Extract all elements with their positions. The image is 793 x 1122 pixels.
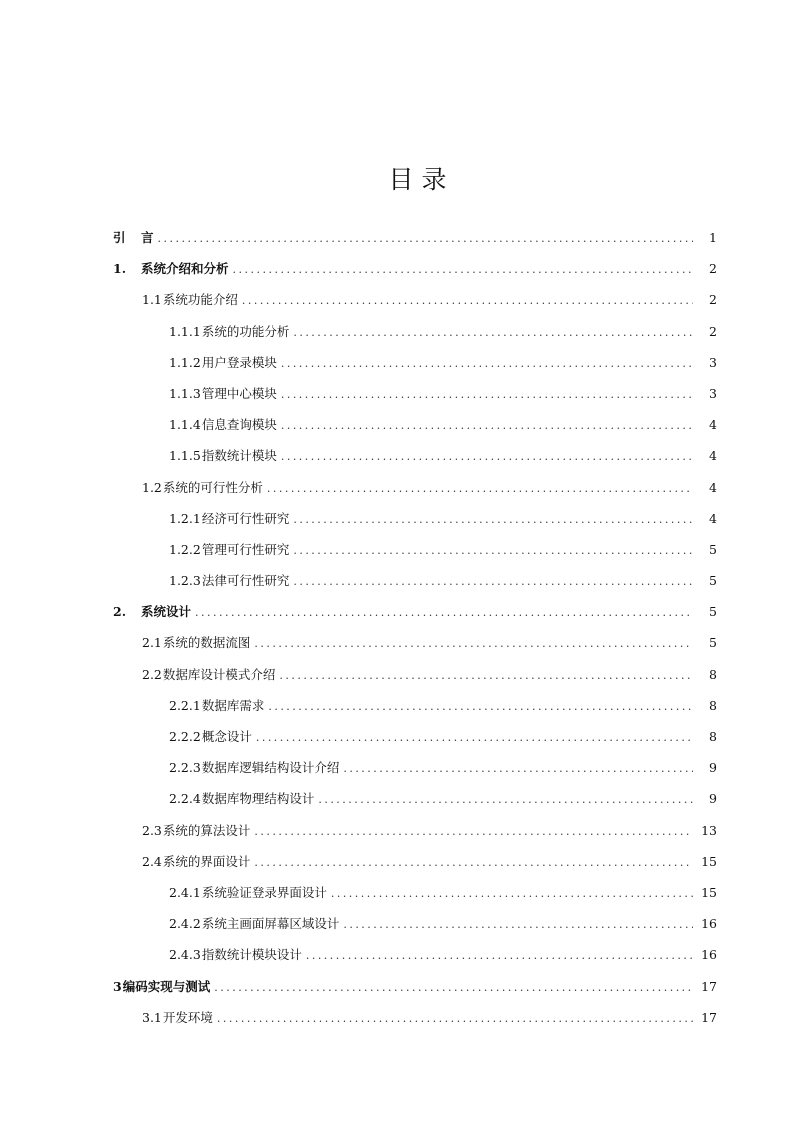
toc-entry-page-number: 2 bbox=[709, 323, 717, 339]
toc-entry-title: 指数统计模块 bbox=[201, 448, 277, 464]
toc-list bbox=[0, 222, 793, 1033]
toc-entry[interactable] bbox=[0, 846, 793, 877]
toc-entry-number: 3.1 bbox=[142, 1009, 162, 1025]
toc-entry-title: 系统验证登录界面设计 bbox=[201, 884, 327, 900]
toc-entry-page-number: 4 bbox=[709, 510, 717, 526]
dot-leader bbox=[343, 753, 693, 784]
toc-entry[interactable] bbox=[0, 939, 793, 970]
toc-entry-number: 1.1.5 bbox=[169, 448, 201, 464]
toc-entry[interactable] bbox=[0, 783, 793, 814]
dot-leader bbox=[293, 566, 693, 597]
toc-entry-number: 引 bbox=[113, 230, 126, 245]
dot-leader bbox=[217, 1003, 693, 1034]
toc-entry[interactable] bbox=[0, 378, 793, 409]
toc-entry-page-number: 16 bbox=[701, 916, 717, 932]
toc-entry-page-number: 5 bbox=[709, 541, 717, 557]
toc-entry-number: 1.2.2 bbox=[169, 541, 201, 557]
toc-entry-number: 2.2.2 bbox=[169, 729, 201, 744]
toc-entry-number: 2.4 bbox=[142, 853, 162, 869]
toc-entry-number: 1.2.1 bbox=[169, 510, 201, 526]
toc-entry-number: 2.2.3 bbox=[169, 760, 201, 776]
toc-entry-number: 1.1.1 bbox=[169, 323, 201, 339]
dot-leader bbox=[195, 597, 693, 628]
dot-leader bbox=[233, 254, 693, 285]
toc-entry-number: 1.1 bbox=[142, 292, 162, 308]
toc-entry-number: 1.1.4 bbox=[169, 417, 201, 433]
toc-entry-title: 系统的可行性分析 bbox=[162, 479, 263, 495]
toc-entry[interactable] bbox=[0, 316, 793, 347]
toc-entry[interactable] bbox=[0, 347, 793, 378]
toc-entry-page-number: 9 bbox=[709, 791, 717, 807]
dot-leader bbox=[331, 878, 693, 909]
dot-leader bbox=[256, 722, 693, 753]
toc-entry-page-number: 16 bbox=[701, 947, 717, 963]
toc-entry-page-number: 17 bbox=[701, 978, 717, 994]
toc-entry[interactable] bbox=[0, 565, 793, 596]
toc-entry-title: 系统主画面屏幕区域设计 bbox=[201, 916, 340, 932]
toc-entry-number: 1.2 bbox=[142, 479, 162, 495]
dot-leader bbox=[267, 473, 693, 504]
toc-entry-page-number: 8 bbox=[709, 666, 717, 682]
toc-entry-title: 数据库设计模式介绍 bbox=[162, 666, 276, 682]
dot-leader bbox=[293, 535, 693, 566]
toc-entry-page-number: 5 bbox=[709, 573, 717, 589]
toc-entry-title: 指数统计模块设计 bbox=[201, 947, 302, 963]
dot-leader bbox=[306, 940, 693, 971]
toc-entry-number: 2. bbox=[113, 604, 127, 620]
toc-entry-page-number: 5 bbox=[709, 635, 717, 651]
dot-leader bbox=[158, 223, 693, 254]
dot-leader bbox=[318, 784, 693, 815]
toc-entry-title: 系统设计 bbox=[141, 604, 192, 620]
toc-entry-title: 法律可行性研究 bbox=[201, 573, 290, 589]
toc-entry[interactable] bbox=[0, 596, 793, 627]
dot-leader bbox=[254, 847, 693, 878]
toc-entry-page-number: 4 bbox=[709, 417, 717, 433]
toc-entry-number: 3 bbox=[113, 978, 122, 994]
dot-leader bbox=[254, 628, 693, 659]
toc-entry-title: 系统的数据流图 bbox=[162, 635, 251, 651]
toc-entry-title: 系统的算法设计 bbox=[162, 822, 251, 838]
toc-entry-title: 编码实现与测试 bbox=[122, 978, 211, 994]
dot-leader bbox=[214, 972, 693, 1003]
toc-entry-title: 管理中心模块 bbox=[201, 385, 277, 401]
toc-entry-page-number: 9 bbox=[709, 760, 717, 776]
toc-entry-title: 系统功能介绍 bbox=[162, 292, 238, 308]
toc-entry-page-number: 8 bbox=[709, 729, 717, 744]
dot-leader bbox=[254, 816, 693, 847]
toc-entry-number: 1.1.3 bbox=[169, 385, 201, 401]
toc-entry-title: 数据库逻辑结构设计介绍 bbox=[201, 760, 340, 776]
toc-entry[interactable] bbox=[0, 503, 793, 534]
toc-entry-title: 用户登录模块 bbox=[201, 354, 277, 370]
toc-entry-number: 1. bbox=[113, 261, 127, 277]
dot-leader bbox=[343, 909, 693, 940]
toc-entry-title: 言 bbox=[141, 230, 154, 245]
toc-entry[interactable] bbox=[0, 1002, 793, 1033]
dot-leader bbox=[281, 379, 693, 410]
dot-leader bbox=[281, 348, 693, 379]
toc-entry-page-number: 1 bbox=[709, 230, 717, 245]
toc-entry-number: 2.1 bbox=[142, 635, 162, 651]
toc-entry-title: 系统的界面设计 bbox=[162, 853, 251, 869]
toc-entry-number: 2.4.1 bbox=[169, 884, 201, 900]
toc-entry-title: 开发环境 bbox=[162, 1009, 213, 1025]
toc-title: 目 录 bbox=[388, 165, 447, 194]
toc-entry-page-number: 15 bbox=[701, 853, 717, 869]
dot-leader bbox=[293, 317, 693, 348]
toc-entry[interactable] bbox=[0, 253, 793, 284]
toc-entry[interactable] bbox=[0, 877, 793, 908]
toc-entry-page-number: 15 bbox=[701, 884, 717, 900]
dot-leader bbox=[281, 441, 693, 472]
dot-leader bbox=[293, 504, 693, 535]
toc-entry-number: 2.2 bbox=[142, 666, 162, 682]
toc-entry-title: 数据库需求 bbox=[201, 697, 265, 713]
toc-entry[interactable] bbox=[0, 659, 793, 690]
toc-entry[interactable] bbox=[0, 409, 793, 440]
toc-entry[interactable] bbox=[0, 534, 793, 565]
dot-leader bbox=[281, 410, 693, 441]
toc-entry-title: 经济可行性研究 bbox=[201, 510, 290, 526]
toc-entry[interactable] bbox=[0, 908, 793, 939]
toc-entry[interactable] bbox=[0, 971, 793, 1002]
toc-entry[interactable] bbox=[0, 440, 793, 471]
toc-entry-page-number: 4 bbox=[709, 448, 717, 464]
toc-entry-page-number: 2 bbox=[709, 292, 717, 308]
toc-entry[interactable] bbox=[0, 815, 793, 846]
toc-entry-number: 2.4.2 bbox=[169, 916, 201, 932]
toc-entry[interactable] bbox=[0, 752, 793, 783]
toc-entry-number: 1.1.2 bbox=[169, 354, 201, 370]
toc-entry-title: 系统介绍和分析 bbox=[141, 261, 229, 277]
dot-leader bbox=[268, 691, 693, 722]
toc-entry-title: 管理可行性研究 bbox=[201, 541, 290, 557]
toc-entry[interactable] bbox=[0, 721, 793, 752]
toc-entry-title: 信息查询模块 bbox=[201, 417, 277, 433]
toc-entry[interactable] bbox=[0, 284, 793, 315]
toc-entry[interactable] bbox=[0, 627, 793, 658]
toc-entry[interactable] bbox=[0, 222, 793, 253]
toc-entry-number: 1.2.3 bbox=[169, 573, 201, 589]
toc-entry-page-number: 3 bbox=[709, 354, 717, 370]
dot-leader bbox=[279, 660, 693, 691]
toc-entry-page-number: 17 bbox=[701, 1009, 717, 1025]
toc-entry-number: 2.2.4 bbox=[169, 791, 201, 807]
toc-entry-page-number: 13 bbox=[701, 822, 717, 838]
toc-entry[interactable] bbox=[0, 472, 793, 503]
toc-entry-title: 概念设计 bbox=[201, 729, 252, 744]
toc-entry-title: 数据库物理结构设计 bbox=[201, 791, 315, 807]
toc-entry-page-number: 2 bbox=[709, 261, 717, 277]
toc-entry-page-number: 8 bbox=[709, 697, 717, 713]
toc-entry-title: 系统的功能分析 bbox=[201, 323, 290, 339]
toc-entry-number: 2.3 bbox=[142, 822, 162, 838]
toc-entry-page-number: 4 bbox=[709, 479, 717, 495]
toc-entry-number: 2.4.3 bbox=[169, 947, 201, 963]
toc-entry-page-number: 5 bbox=[709, 604, 717, 620]
dot-leader bbox=[242, 285, 693, 316]
toc-entry-number: 2.2.1 bbox=[169, 697, 201, 713]
toc-entry[interactable] bbox=[0, 690, 793, 721]
toc-entry-page-number: 3 bbox=[709, 385, 717, 401]
